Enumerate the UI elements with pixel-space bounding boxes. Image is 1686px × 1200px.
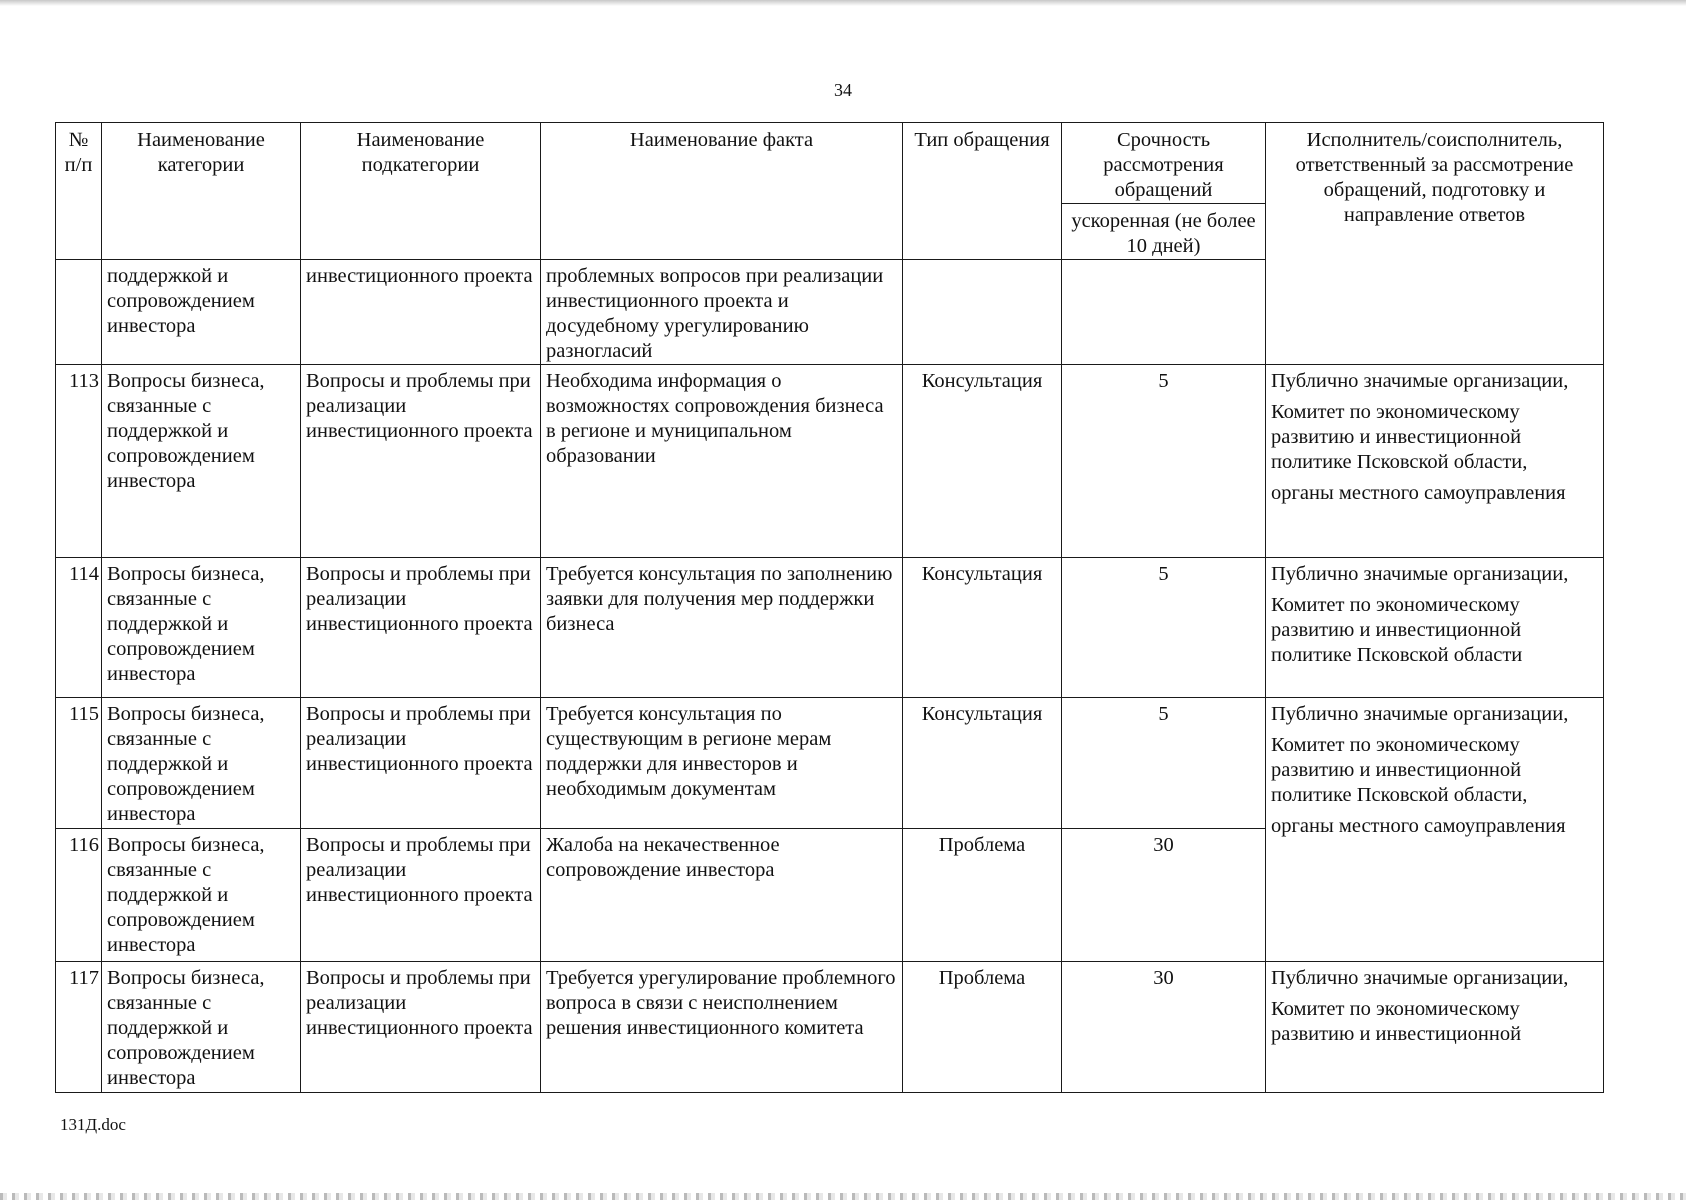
header-type: Тип обращения: [903, 123, 1062, 260]
cell-type: [903, 260, 1062, 365]
cell-fact: Требуется консультация по существующим в регионе мерам поддержки для инвесторов и необходимым документам: [541, 698, 903, 829]
cell-subcategory: Вопросы и проблемы при реализации инвестиционного проекта: [301, 962, 541, 1093]
cell-subcategory: Вопросы и проблемы при реализации инвестиционного проекта: [301, 829, 541, 962]
cell-type: Проблема: [903, 962, 1062, 1093]
cell-days: 5: [1062, 558, 1266, 698]
cell-fact: Необходима информация о возможностях сопровождения бизнеса в регионе и муниципальном образовании: [541, 365, 903, 558]
cell-executor: [1266, 698, 1604, 962]
cell-category: Вопросы бизнеса, связанные с поддержкой и сопровождением инвестора: [102, 558, 301, 698]
cell-num: 117: [56, 962, 102, 1093]
cell-fact: Требуется консультация по заполнению заявки для получения мер поддержки бизнеса: [541, 558, 903, 698]
executor-line: Комитет по экономическому развитию и инвестиционной: [1271, 998, 1522, 1045]
cell-category: Вопросы бизнеса, связанные с поддержкой и сопровождением инвестора: [102, 829, 301, 962]
cell-category: Вопросы бизнеса, связанные с поддержкой и сопровождением инвестора: [102, 698, 301, 829]
cell-subcategory: Вопросы и проблемы при реализации инвестиционного проекта: [301, 558, 541, 698]
header-fact: Наименование факта: [541, 123, 903, 260]
executor-line: Комитет по экономическому развитию и инвестиционной политике Псковской области,: [1271, 401, 1528, 473]
cell-days: [1062, 260, 1266, 365]
header-category: Наименование категории: [102, 123, 301, 260]
cell-num: 114: [56, 558, 102, 698]
appeals-table: [55, 122, 1604, 1093]
cell-type: Консультация: [903, 558, 1062, 698]
cell-fact: Жалоба на некачественное сопровождение инвестора: [541, 829, 903, 962]
cell-subcategory: инвестиционного проекта: [301, 260, 541, 365]
cell-days: 5: [1062, 698, 1266, 829]
executor-line: Публично значимые организации,: [1271, 370, 1569, 392]
cell-fact: Требуется урегулирование проблемного вопроса в связи с неисполнением решения инвестиционного комитета: [541, 962, 903, 1093]
cell-executor: [1266, 365, 1604, 558]
cell-num: 113: [56, 365, 102, 558]
cell-type: Консультация: [903, 698, 1062, 829]
cell-category: Вопросы бизнеса, связанные с поддержкой и сопровождением инвестора: [102, 962, 301, 1093]
cell-num: 115: [56, 698, 102, 829]
cell-fact: проблемных вопросов при реализации инвестиционного проекта и досудебному урегулированию разногласий: [541, 260, 903, 365]
cell-executor: [1266, 962, 1604, 1093]
cell-subcategory: Вопросы и проблемы при реализации инвестиционного проекта: [301, 365, 541, 558]
executor-line: органы местного самоуправления: [1271, 815, 1566, 837]
header-urgency-sub: ускоренная (не более 10 дней): [1062, 204, 1266, 260]
table-row: [56, 365, 1604, 558]
executor-line: Публично значимые организации,: [1271, 967, 1569, 989]
executor-line: органы местного самоуправления: [1271, 482, 1566, 504]
header-executor: Исполнитель/соисполнитель, ответственный за рассмотрение обращений, подготовку и направление ответов: [1266, 123, 1604, 365]
cell-category: Вопросы бизнеса, связанные с поддержкой и сопровождением инвестора: [102, 365, 301, 558]
cell-type: Проблема: [903, 829, 1062, 962]
cell-type: Консультация: [903, 365, 1062, 558]
executor-line: Публично значимые организации,: [1271, 703, 1569, 725]
header-urgency: Срочность рассмотрения обращений: [1062, 123, 1266, 204]
executor-line: Публично значимые организации,: [1271, 563, 1569, 585]
table-row: [56, 558, 1604, 698]
header-row: [56, 123, 1604, 204]
header-num: № п/п: [56, 123, 102, 260]
cell-num: [56, 260, 102, 365]
cell-executor: [1266, 558, 1604, 698]
cell-num: 116: [56, 829, 102, 962]
page-number: 34: [834, 80, 852, 100]
cell-days: 30: [1062, 829, 1266, 962]
scan-edge-bottom: [0, 1193, 1686, 1200]
footer-filename: 131Д.doc: [60, 1115, 126, 1134]
cell-days: 5: [1062, 365, 1266, 558]
table-row: [56, 698, 1604, 829]
cell-days: 30: [1062, 962, 1266, 1093]
cell-subcategory: Вопросы и проблемы при реализации инвестиционного проекта: [301, 698, 541, 829]
table-row: [56, 962, 1604, 1093]
executor-line: Комитет по экономическому развитию и инвестиционной политике Псковской области,: [1271, 734, 1528, 806]
header-subcategory: Наименование подкатегории: [301, 123, 541, 260]
cell-category: поддержкой и сопровождением инвестора: [102, 260, 301, 365]
executor-line: Комитет по экономическому развитию и инвестиционной политике Псковской области: [1271, 594, 1523, 666]
scan-edge-top: [0, 0, 1686, 6]
